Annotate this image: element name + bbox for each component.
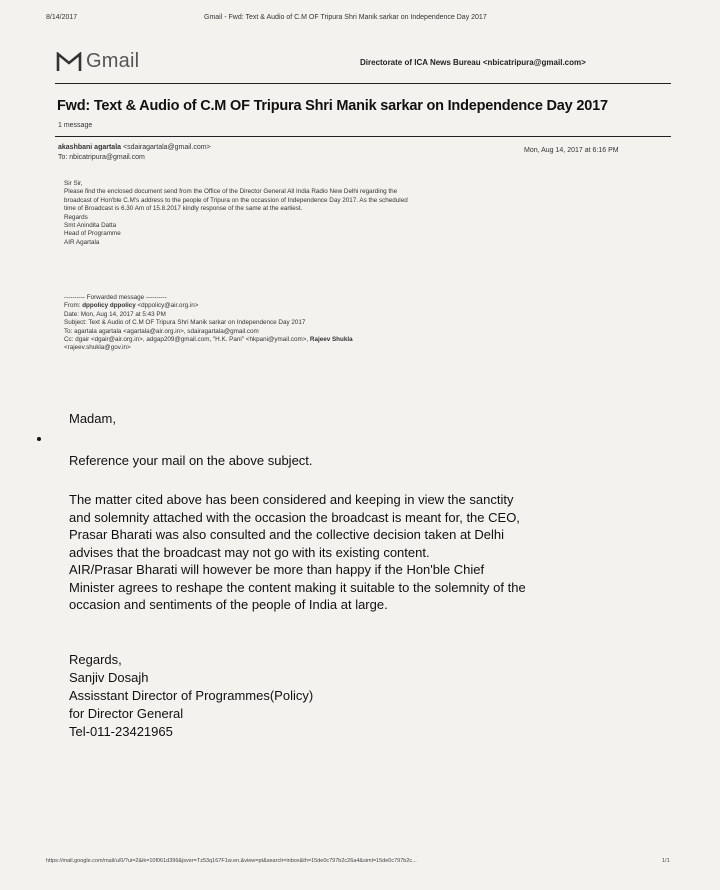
body-line: Sir Sir,	[64, 180, 83, 187]
signatory-title: Assisstant Director of Programmes(Policy)	[69, 688, 314, 703]
print-date: 8/14/2017	[46, 14, 78, 21]
letter-salutation: Madam,	[69, 411, 116, 426]
body-line: time of Broadcast is 6.30 Am of 15.8.2017 kindly response of the same at the earliest.	[64, 205, 303, 213]
body-line: Smt Anindita Datta	[64, 222, 117, 230]
sender[interactable]	[58, 144, 211, 151]
letter-line: Minister agrees to reshape the content making it suitable to the solemnity of the	[69, 579, 526, 595]
forwarded-from-name: dppolicy dppolicy	[82, 302, 136, 310]
print-url: https://mail.google.com/mail/u/0/?ui=2&ik=10f061d396&jsver=Tz53q167F1w.en.&view=pt&search=inbox&th=15de0c797b2c26a4&siml=15de0c797b2c...	[46, 858, 417, 864]
letter-line: The matter cited above has been considered and keeping in view the sanctity	[69, 492, 514, 507]
letter-reference: Reference your mail on the above subject.	[69, 453, 313, 468]
margin-dot	[37, 437, 41, 441]
gmail-envelope-icon	[56, 52, 82, 72]
forwarded-from-label: From:	[64, 302, 81, 310]
account-label: Directorate of ICA News Bureau <nbicatripura@gmail.com>	[360, 58, 586, 67]
signatory-phone: Tel-011-23421965	[69, 724, 173, 739]
letter-closing	[69, 651, 313, 741]
recipient: To: nbicatripura@gmail.com	[58, 154, 145, 161]
body-line: Regards	[64, 213, 88, 221]
closing-regards: Regards,	[69, 652, 122, 667]
sender-name: akashbani agartala	[58, 144, 122, 151]
body-line: AIR Agartala	[64, 238, 100, 246]
letter-line: and solemnity attached with the occasion the broadcast is meant for, the CEO,	[69, 509, 520, 525]
gmail-logo[interactable]	[56, 50, 139, 73]
body-line: Please find the enclosed document send from the Office of the Director General All India Radio New Delhi regarding the	[64, 188, 398, 196]
message-body	[64, 180, 408, 247]
forwarded-date: Date: Mon, Aug 14, 2017 at 5:43 PM	[64, 310, 166, 318]
letter-line: occasion and sentiments of the people of India at large.	[69, 597, 388, 612]
signatory-org: for Director General	[69, 706, 184, 721]
forwarded-to: To: agartala agartala <agartala@air.org.in>, sdairagartala@gmail.com	[64, 327, 259, 335]
gmail-wordmark: Gmail	[86, 50, 140, 72]
letter-paragraph-2	[69, 561, 526, 614]
forwarded-cc	[64, 336, 353, 344]
forwarded-from	[64, 302, 353, 310]
body-line: broadcast of Hon'ble C.M's address to the people of Tripura on the occassion of Independence Day 2017. As the scheduled	[64, 196, 408, 204]
forwarded-subject: Subject: Text & Audio of C.M OF Tripura Shri Manik sarkar on Independence Day 2017	[64, 319, 306, 327]
letter-paragraph-1	[69, 491, 520, 561]
subject-divider	[55, 136, 671, 137]
message-timestamp: Mon, Aug 14, 2017 at 6:16 PM	[524, 147, 619, 154]
forwarded-cc-name: Rajeev Shukla	[309, 336, 353, 344]
letter-line: advises that the broadcast may not go with its existing content.	[69, 544, 430, 560]
forwarded-from-email: <dppolicy@air.org.in>	[137, 302, 199, 310]
print-page-title: Gmail - Fwd: Text & Audio of C.M OF Tripura Shri Manik sarkar on Independence Day 2017	[204, 14, 487, 21]
forwarded-divider: ---------- Forwarded message ----------	[64, 294, 167, 301]
sender-email: <sdairagartala@gmail.com>	[122, 144, 211, 151]
letter-line: AIR/Prasar Bharati will however be more than happy if the Hon'ble Chief	[69, 562, 485, 577]
message-count: 1 message	[58, 122, 93, 129]
letter-line: Prasar Bharati was also consulted and the collective decision taken at Delhi	[69, 527, 505, 542]
forwarded-cc-list: Cc: dgair <dgair@air.org.in>, adgap209@gmail.com, "H.K. Pani" <hkpani@ymail.com>,	[64, 336, 309, 344]
forwarded-message	[64, 294, 353, 353]
body-line: Head of Programme	[64, 230, 121, 238]
forwarded-cc-continued: <rajeev.shukla@gov.in>	[64, 344, 131, 352]
print-page-number: 1/1	[662, 858, 670, 864]
signatory-name: Sanjiv Dosajh	[69, 670, 149, 685]
header-divider	[55, 83, 671, 84]
thread-subject: Fwd: Text & Audio of C.M OF Tripura Shri Manik sarkar on Independence Day 2017	[57, 98, 608, 114]
